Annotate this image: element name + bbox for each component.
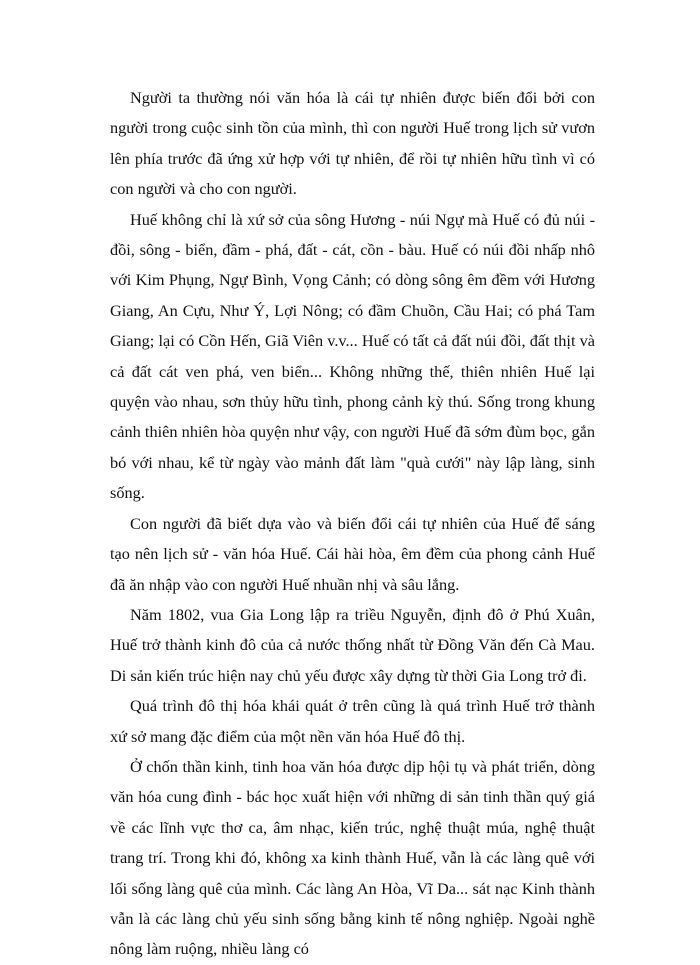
paragraph-6: Ở chốn thần kinh, tinh hoa văn hóa được dịp hội tụ và phát triển, dòng văn hóa cung đình - bác học xuất hiện với những di sản tinh thần quý giá về các lĩnh vực thơ ca, âm nhạc, kiến trúc, nghệ thuật múa, nghệ thuật trang trí. Trong khi đó, không xa kinh thành Huế, vẫn là các làng quê với lối sống làng quê của mình. Các làng An Hòa, Vĩ Da... sát nạc Kinh thành vẫn là các làng chủ yếu sinh sống bằng kinh tế nông nghiệp. Ngoài nghề nông làm ruộng, nhiều làng có	[110, 756, 595, 959]
paragraph-1: Người ta thường nói văn hóa là cái tự nhiên được biến đổi bởi con người trong cuộc sinh tồn của mình, thì con người Huế trong lịch sử vươn lên phía trước đã ứng xử hợp với tự nhiên, để rồi tự nhiên hữu tình vì có con người và cho con người.	[110, 88, 595, 199]
paragraph-5: Quá trình đô thị hóa khái quát ở trên cũng là quá trình Huế trở thành xứ sở mang đặc điểm của một nền văn hóa Huế đô thị.	[110, 696, 595, 746]
paragraph-2: Huế không chỉ là xứ sở của sông Hương - núi Ngự mà Huế có đủ núi - đồi, sông - biển, đầm - phá, đất - cát, cồn - bàu. Huế có núi đồi nhấp nhô với Kim Phụng, Ngự Bình, Vọng Cảnh; có dòng sông êm đềm với Hương Giang, An Cựu, Như Ý, Lợi Nông; có đầm Chuồn, Cầu Hai; có phá Tam Giang; lại có Cồn Hến, Giã Viên v.v... Huế có tất cả đất núi đồi, đất thịt và cả đất cát ven phá, ven biển... Không những thế, thiên nhiên Huế lại quyện vào nhau, sơn thủy hữu tình, phong cảnh kỳ thú. Sống trong khung cảnh thiên nhiên hòa quyện như vậy, con người Huế đã sớm đùm bọc, gắn bó với nhau, kể từ ngày vào mảnh đất làm "quà cưới" này lập làng, sinh sống.	[110, 209, 595, 503]
paragraph-4: Năm 1802, vua Gia Long lập ra triều Nguyễn, định đô ở Phú Xuân, Huế trở thành kinh đô của cả nước thống nhất từ Đồng Văn đến Cà Mau. Di sản kiến trúc hiện nay chủ yếu được xây dựng từ thời Gia Long trở đi.	[110, 604, 595, 685]
document-body	[110, 83, 595, 965]
paragraph-3: Con người đã biết dựa vào và biến đổi cái tự nhiên của Huế để sáng tạo nên lịch sử - văn hóa Huế. Cái hài hòa, êm đềm của phong cảnh Huế đã ăn nhập vào con người Huế nhuần nhị và sâu lắng.	[110, 513, 595, 594]
